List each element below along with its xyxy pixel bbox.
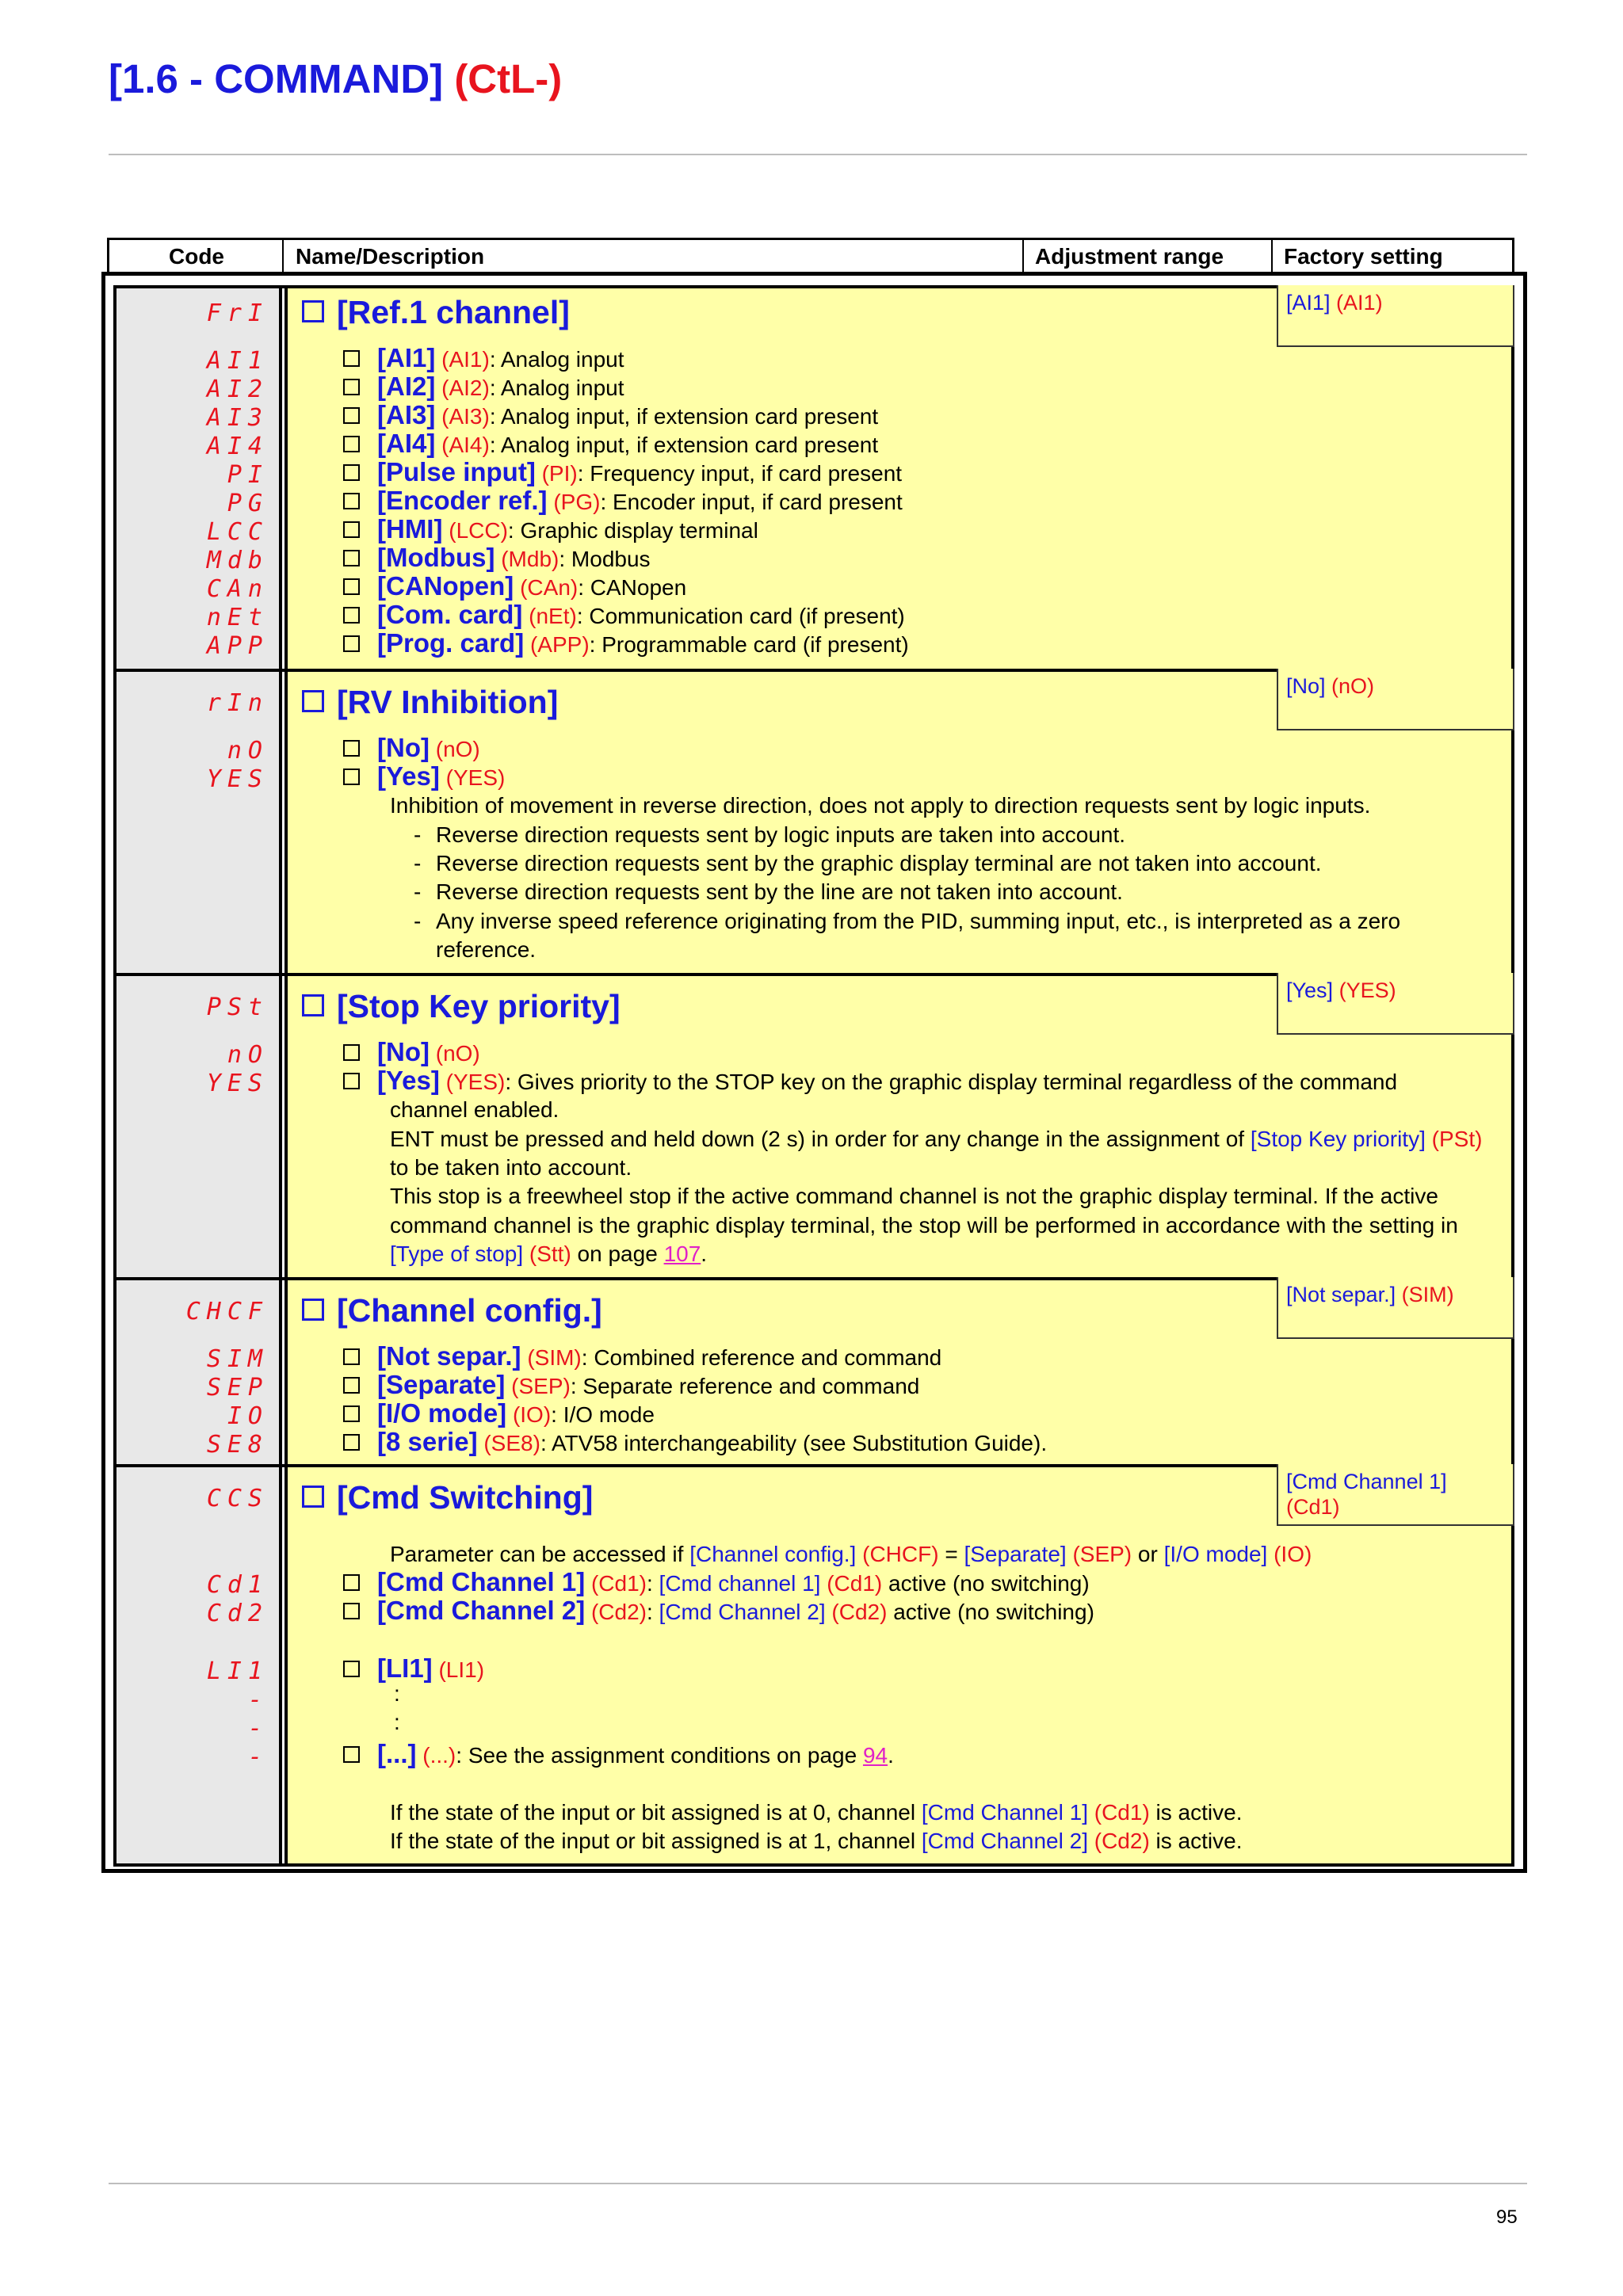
option-label: [Encoder ref.]: [377, 486, 548, 515]
ellipsis-dots: :: [394, 1710, 400, 1734]
option-desc: : Modbus: [559, 547, 651, 571]
code-column-separator: [279, 976, 288, 1277]
header-divider: [282, 240, 284, 272]
factory-setting: [1277, 285, 1514, 347]
option-label: [HMI]: [377, 514, 443, 543]
factory-setting: [1277, 669, 1514, 730]
list-item: [343, 543, 651, 574]
ellipsis-dots: :: [394, 1681, 400, 1706]
text-part: active (no switching): [887, 1600, 1094, 1624]
param-link: [Separate]: [964, 1542, 1067, 1566]
option-code-paren: (PI): [541, 461, 578, 486]
text-part: Parameter can be accessed if: [390, 1542, 690, 1566]
param-link: [Cmd Channel 2]: [659, 1600, 826, 1624]
list-item: [343, 572, 686, 602]
param-code: rIn: [206, 689, 269, 717]
checkbox-icon: [343, 635, 360, 652]
text-part: :: [646, 1600, 659, 1624]
checkbox-icon: [302, 1486, 324, 1508]
page-number: 95: [1496, 2206, 1518, 2228]
table-header: [107, 238, 1514, 272]
list-item: [343, 734, 480, 764]
bullet-text: Reverse direction requests sent by the graphic display terminal are not taken into account.: [436, 851, 1322, 875]
option-code-paren: (nO): [435, 1041, 480, 1066]
option-desc: : Programmable card (if present): [589, 632, 909, 657]
page-title-main: [1.6 - COMMAND]: [109, 56, 444, 101]
option-code: AI2: [206, 376, 269, 403]
text-part: is active.: [1149, 1800, 1243, 1825]
checkbox-icon: [343, 1661, 360, 1677]
param-title: [302, 1292, 602, 1329]
param-code-ref: (PSt): [1425, 1127, 1483, 1151]
option-code: SEP: [206, 1374, 269, 1402]
option-code: -: [247, 1743, 269, 1771]
list-item: [343, 1740, 894, 1770]
param-code: PSt: [206, 994, 269, 1021]
description-text: [390, 1240, 707, 1269]
code-column-separator: [279, 288, 288, 669]
param-link: [Cmd Channel 2]: [921, 1829, 1088, 1853]
checkbox-icon: [343, 1434, 360, 1451]
option-code: SE8: [206, 1431, 269, 1459]
page-title-code: (CtL-): [454, 56, 563, 101]
option-code-paren: (AI1): [441, 347, 490, 372]
param-code-ref: (IO): [1267, 1542, 1312, 1566]
option-label: [Com. card]: [377, 600, 523, 629]
list-item: [343, 629, 909, 659]
code-column-separator: [279, 672, 288, 973]
option-label: [AI1]: [377, 343, 436, 372]
option-label: [Prog. card]: [377, 628, 525, 658]
code-column-separator: [279, 1467, 288, 1863]
param-code: CHCF: [185, 1298, 269, 1325]
option-desc: : I/O mode: [551, 1402, 655, 1427]
option-code: APP: [206, 632, 269, 660]
list-item: [343, 344, 624, 374]
code-column-separator: [279, 1280, 288, 1464]
option-code-paren: (Cd2): [590, 1600, 647, 1624]
factory-name: [AI1]: [1286, 291, 1331, 315]
checkbox-icon: [302, 300, 324, 322]
option-desc: : Graphic display terminal: [507, 518, 758, 543]
option-desc: : Gives priority to the STOP key on the graphic display terminal regardless of the command: [505, 1070, 1398, 1094]
option-code-paren: (CAn): [520, 575, 579, 600]
option-label: [AI2]: [377, 372, 436, 401]
option-code: AI3: [206, 404, 269, 432]
factory-name: [Cmd Channel 1]: [1286, 1470, 1447, 1493]
description-text: [390, 1125, 1482, 1154]
header-factory: Factory setting: [1284, 244, 1443, 269]
param-title: [302, 1479, 593, 1516]
factory-setting: [1277, 973, 1514, 1035]
section-rv-inhibition: [113, 669, 1514, 976]
param-code-ref: (Cd1): [820, 1571, 883, 1596]
header-range: Adjustment range: [1035, 244, 1224, 269]
option-code: nEt: [206, 604, 269, 631]
bullet-text: Reverse direction requests sent by the line are not taken into account.: [436, 879, 1123, 904]
bullet-text: Any inverse speed reference originating from the PID, summing input, etc., is interpreted as a zero: [436, 909, 1401, 933]
param-link: [Cmd channel 1]: [659, 1571, 821, 1596]
header-divider: [1271, 240, 1273, 272]
option-code-paren: (PG): [553, 490, 601, 514]
checkbox-icon: [343, 436, 360, 452]
option-desc: : Analog input: [489, 347, 624, 372]
option-code-paren: (nEt): [529, 604, 577, 628]
checkbox-icon: [343, 1073, 360, 1089]
option-label: [Cmd Channel 2]: [377, 1596, 586, 1625]
factory-name: [No]: [1286, 674, 1326, 698]
checkbox-icon: [343, 1603, 360, 1619]
footer-rule: [109, 2183, 1527, 2184]
text-part: :: [646, 1571, 659, 1596]
list-item: [343, 486, 903, 517]
bullet-text: reference.: [436, 937, 537, 962]
text-part: or: [1132, 1542, 1164, 1566]
option-code-paren: (SEP): [511, 1374, 571, 1398]
bullet-text: Reverse direction requests sent by logic inputs are taken into account.: [436, 822, 1126, 847]
text-part: is active.: [1149, 1829, 1243, 1853]
text-part: =: [938, 1542, 964, 1566]
option-label: [Not separ.]: [377, 1341, 521, 1371]
param-title: [302, 988, 621, 1025]
checkbox-icon: [343, 607, 360, 624]
option-label: [LI1]: [377, 1653, 433, 1683]
option-label: [Cmd Channel 1]: [377, 1567, 586, 1596]
checkbox-icon: [343, 1348, 360, 1365]
checkbox-icon: [343, 1377, 360, 1394]
header-divider: [1022, 240, 1024, 272]
param-title-text: [Stop Key priority]: [337, 988, 621, 1024]
list-item: [343, 1342, 941, 1372]
option-code-paren: (APP): [529, 632, 590, 657]
param-title-text: [Ref.1 channel]: [337, 294, 570, 330]
option-code: Cd2: [206, 1600, 269, 1627]
option-code: Cd1: [206, 1571, 269, 1599]
option-code: AI1: [206, 347, 269, 375]
checkbox-icon: [343, 407, 360, 424]
param-code-ref: (Cd1): [1087, 1800, 1150, 1825]
option-desc: : Encoder input, if card present: [600, 490, 903, 514]
code-column: [116, 976, 279, 1277]
list-item: [343, 401, 878, 431]
option-code-paren: (Cd1): [590, 1571, 647, 1596]
bullet-dash: -: [414, 851, 422, 875]
option-code-paren: (Mdb): [501, 547, 559, 571]
param-code-ref: (SEP): [1066, 1542, 1132, 1566]
option-code: nO: [227, 737, 269, 765]
param-link: [Cmd Channel 1]: [921, 1800, 1088, 1825]
option-code-paren: (YES): [445, 1070, 506, 1094]
checkbox-icon: [343, 521, 360, 538]
state-text: [390, 1827, 1242, 1856]
factory-name: [Yes]: [1286, 978, 1334, 1002]
checkbox-icon: [302, 1299, 324, 1321]
option-label: [I/O mode]: [377, 1398, 507, 1428]
text-part: If the state of the input or bit assigned is at 1, channel: [390, 1829, 922, 1853]
bullet-dash: -: [414, 879, 422, 904]
option-desc: : Communication card (if present): [576, 604, 905, 628]
list-item: [343, 1654, 484, 1684]
option-desc: : ATV58 interchangeability (see Substitution Guide).: [540, 1431, 1048, 1455]
option-label: [8 serie]: [377, 1427, 478, 1456]
section-channel-config: [113, 1277, 1514, 1467]
list-item: [343, 1399, 655, 1429]
option-code-paren: (YES): [445, 765, 506, 790]
option-desc: : Separate reference and command: [570, 1374, 920, 1398]
header-code: Code: [169, 244, 224, 269]
option-desc: : Analog input, if extension card present: [489, 433, 879, 457]
option-desc: : Analog input, if extension card present: [489, 404, 879, 429]
param-code-ref: (Cd2): [1087, 1829, 1150, 1853]
option-code: IO: [227, 1402, 269, 1430]
option-label: [...]: [377, 1739, 417, 1768]
option-code: YES: [206, 1070, 269, 1097]
option-code: CAn: [206, 575, 269, 603]
factory-code: (Cd1): [1286, 1495, 1340, 1519]
description-text: to be taken into account.: [390, 1155, 632, 1180]
option-code-paren: (IO): [512, 1402, 552, 1427]
option-label: [AI4]: [377, 429, 436, 458]
option-label: [Separate]: [377, 1370, 506, 1399]
factory-code: (YES): [1338, 978, 1396, 1002]
bullet-dash: -: [414, 822, 422, 847]
factory-code: (AI1): [1336, 291, 1383, 315]
text-part: If the state of the input or bit assigned is at 0, channel: [390, 1800, 922, 1825]
text-part: on page: [571, 1241, 664, 1266]
description-text: This stop is a freewheel stop if the active command channel is not the graphic display terminal. If the active: [390, 1184, 1438, 1208]
checkbox-icon: [343, 493, 360, 509]
option-code-paren: (...): [422, 1743, 456, 1768]
checkbox-icon: [343, 464, 360, 481]
param-link: [I/O mode]: [1163, 1542, 1268, 1566]
list-item: [343, 1596, 1094, 1627]
option-code: -: [247, 1714, 269, 1742]
header-rule: [109, 154, 1527, 155]
text-part: .: [701, 1241, 708, 1266]
text-part: active (no switching): [882, 1571, 1090, 1596]
option-label: [Pulse input]: [377, 457, 536, 486]
option-code: LCC: [206, 518, 269, 546]
checkbox-icon: [343, 1746, 360, 1763]
param-code: CCS: [206, 1485, 269, 1512]
section-cmd-switching: [113, 1464, 1514, 1867]
param-title: [302, 294, 570, 331]
option-desc: : Analog input: [489, 376, 624, 400]
option-code: nO: [227, 1041, 269, 1069]
checkbox-icon: [343, 769, 360, 785]
code-column: [116, 672, 279, 973]
param-link: [Channel config.]: [689, 1542, 857, 1566]
option-code-paren: (AI3): [441, 404, 490, 429]
page-title: [109, 55, 562, 102]
list-item: [343, 601, 905, 631]
checkbox-icon: [302, 690, 324, 712]
param-link: [Stop Key priority]: [1250, 1127, 1426, 1151]
option-code-paren: (LI1): [438, 1657, 485, 1682]
text-part: .: [888, 1743, 894, 1768]
option-code-paren: (SE8): [483, 1431, 540, 1455]
list-item: [343, 1428, 1047, 1458]
option-label: [Modbus]: [377, 543, 495, 572]
checkbox-icon: [343, 379, 360, 395]
option-desc: : Combined reference and command: [581, 1345, 942, 1370]
list-item: [343, 429, 878, 460]
option-code: PI: [227, 461, 269, 489]
factory-code: (SIM): [1401, 1283, 1454, 1306]
param-code: FrI: [206, 299, 269, 327]
param-link: [Type of stop]: [390, 1241, 524, 1266]
option-code-paren: (nO): [435, 737, 480, 761]
param-title-text: [RV Inhibition]: [337, 684, 559, 720]
param-code-ref: (Cd2): [825, 1600, 888, 1624]
param-title-text: [Channel config.]: [337, 1292, 602, 1329]
list-item: [343, 1568, 1090, 1598]
option-label: [No]: [377, 1037, 430, 1066]
option-label: [Yes]: [377, 1066, 440, 1095]
option-label: [No]: [377, 733, 430, 762]
description-text: Inhibition of movement in reverse direction, does not apply to direction requests sent by logic inputs.: [390, 793, 1371, 818]
list-item: [343, 515, 758, 545]
list-item: [343, 1371, 919, 1401]
option-code: SIM: [206, 1345, 269, 1373]
access-condition: [390, 1540, 1312, 1569]
option-code: Mdb: [206, 547, 269, 574]
param-title: [302, 684, 558, 721]
factory-name: [Not separ.]: [1286, 1283, 1396, 1306]
checkbox-icon: [343, 550, 360, 566]
text-part: : See the assignment conditions on page: [456, 1743, 863, 1768]
checkbox-icon: [343, 578, 360, 595]
description-text: channel enabled.: [390, 1097, 559, 1122]
param-title-text: [Cmd Switching]: [337, 1479, 594, 1516]
page-link[interactable]: 94: [862, 1743, 888, 1768]
option-code: YES: [206, 765, 269, 793]
checkbox-icon: [343, 1405, 360, 1422]
option-code-paren: (AI2): [441, 376, 490, 400]
bullet-dash: -: [414, 909, 422, 933]
list-item: [343, 1038, 480, 1068]
list-item: [343, 372, 624, 402]
option-label: [CANopen]: [377, 571, 514, 601]
section-ref1-channel: [113, 285, 1514, 672]
section-stop-key-priority: [113, 973, 1514, 1280]
option-label: [AI3]: [377, 400, 436, 429]
option-code: AI4: [206, 433, 269, 460]
description-text: command channel is the graphic display terminal, the stop will be performed in accordance with the setting in: [390, 1213, 1458, 1238]
option-code-paren: (AI4): [441, 433, 490, 457]
header-name: Name/Description: [296, 244, 485, 269]
factory-code: (nO): [1331, 674, 1375, 698]
checkbox-icon: [343, 740, 360, 757]
param-code-ref: (CHCF): [856, 1542, 939, 1566]
option-label: [Yes]: [377, 761, 440, 791]
checkbox-icon: [302, 994, 324, 1016]
option-code-paren: (SIM): [527, 1345, 582, 1370]
option-code-paren: (LCC): [449, 518, 508, 543]
option-code: -: [247, 1686, 269, 1714]
checkbox-icon: [343, 350, 360, 367]
option-desc: : Frequency input, if card present: [577, 461, 903, 486]
checkbox-icon: [343, 1044, 360, 1061]
page-link[interactable]: 107: [663, 1241, 701, 1266]
param-code-ref: (Stt): [523, 1241, 571, 1266]
option-code: PG: [227, 490, 269, 517]
list-item: [343, 762, 505, 792]
state-text: [390, 1798, 1242, 1828]
checkbox-icon: [343, 1574, 360, 1591]
factory-setting: [1277, 1277, 1514, 1339]
list-item: [343, 458, 902, 488]
text-part: ENT must be pressed and held down (2 s) in order for any change in the assignment of: [390, 1127, 1251, 1151]
option-code: LI1: [206, 1657, 269, 1685]
option-desc: : CANopen: [578, 575, 687, 600]
factory-setting: [1277, 1464, 1514, 1526]
list-item: [343, 1066, 1397, 1097]
